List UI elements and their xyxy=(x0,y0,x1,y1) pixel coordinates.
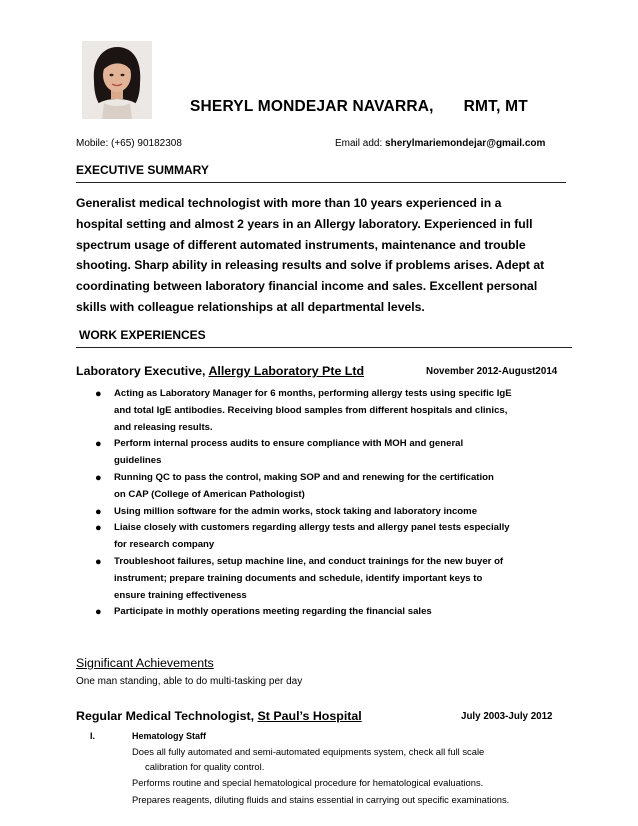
bullet-line: Liaise closely with customers regarding allergy tests and allergy panel tests especially xyxy=(114,522,510,534)
bullet-icon: ● xyxy=(95,438,102,451)
list-item xyxy=(95,470,575,504)
summary-line: hospital setting and almost 2 years in an Allergy laboratory. Experienced in full xyxy=(76,216,533,231)
candidate-name xyxy=(190,98,528,116)
summary-line: skills with colleague relationships at all departmental levels. xyxy=(76,299,425,314)
bullet-line: Perform internal process audits to ensure compliance with MOH and general xyxy=(114,438,464,450)
bullet-line: on CAP (College of American Pathologist) xyxy=(114,488,305,500)
job-title-1 xyxy=(76,364,364,378)
mobile-number: Mobile: (+65) 90182308 xyxy=(76,138,182,149)
list-item xyxy=(95,604,575,621)
executive-summary-text xyxy=(76,193,576,318)
bullet-line: Participate in mothly operations meeting regarding the financial sales xyxy=(114,606,432,618)
executive-summary-heading: EXECUTIVE SUMMARY xyxy=(76,163,209,177)
summary-line: coordinating between laboratory financial income and sales. Excellent personal xyxy=(76,279,538,294)
email-label: Email add: xyxy=(335,138,386,149)
job-title-2 xyxy=(76,709,362,723)
summary-line: Generalist medical technologist with more than 10 years experienced in a xyxy=(76,196,502,210)
bullet-icon: ● xyxy=(95,606,102,619)
bullet-line: Acting as Laboratory Manager for 6 months, performing allergy tests using specific IgE xyxy=(114,388,512,399)
bullet-line: for research company xyxy=(114,539,215,551)
section-number: I. xyxy=(90,731,96,741)
email-line xyxy=(335,138,545,149)
significant-achievements-heading: Significant Achievements xyxy=(76,656,214,670)
duty-line: Performs routine and special hematological procedure for hematological evaluations. xyxy=(132,777,484,788)
list-item xyxy=(95,554,575,604)
job-position: Laboratory Executive, xyxy=(76,364,209,378)
duty-line: Does all fully automated and semi-automated equipments system, check all full scale xyxy=(132,746,485,757)
duty-line: calibration for quality control. xyxy=(145,761,265,772)
hematology-staff-heading: Hematology Staff xyxy=(132,731,207,741)
bullet-line: Troubleshoot failures, setup machine line, and conduct trainings for the new buyer of xyxy=(114,555,504,567)
bullet-icon: ● xyxy=(95,505,102,518)
list-item xyxy=(95,436,575,470)
bullet-line: ensure training effectiveness xyxy=(114,589,247,601)
bullet-line: Running QC to pass the control, making SOP and and renewing for the certification xyxy=(114,471,494,483)
job-company: Allergy Laboratory Pte Ltd xyxy=(208,364,365,378)
section-divider xyxy=(76,182,566,183)
bullet-icon: ● xyxy=(95,522,102,535)
portrait-image xyxy=(82,41,152,119)
duty-line: Prepares reagents, diluting fluids and stains essential in carrying out specific examinations. xyxy=(132,794,510,805)
full-name: SHERYL MONDEJAR NAVARRA, xyxy=(190,98,434,115)
bullet-line: instrument; prepare training documents and schedule, identify important keys to xyxy=(114,572,483,584)
summary-line: shooting. Sharp ability in releasing results and solve if problems arises. Adept at xyxy=(76,258,545,273)
bullet-line: Using million software for the admin works, stock taking and laboratory income xyxy=(114,505,478,517)
bullet-line: guidelines xyxy=(114,455,162,467)
credentials: RMT, MT xyxy=(463,98,528,115)
bullet-line: and releasing results. xyxy=(114,421,213,433)
job-dates-2: July 2003-July 2012 xyxy=(461,711,553,722)
bullet-icon: ● xyxy=(95,471,102,484)
list-item xyxy=(95,504,575,521)
list-item xyxy=(95,386,575,436)
job-position: Regular Medical Technologist, xyxy=(76,709,258,723)
job-company: St Paul’s Hospital xyxy=(257,709,362,723)
bullet-line: and total IgE antibodies. Receiving blood samples from different hospitals and clinics, xyxy=(114,404,508,416)
email-address[interactable]: sherylmariemondejar@gmail.com xyxy=(385,138,546,149)
list-item xyxy=(95,520,575,554)
work-experiences-heading: WORK EXPERIENCES xyxy=(79,328,206,342)
bullet-icon: ● xyxy=(95,555,102,568)
job-dates-1: November 2012-August2014 xyxy=(426,366,558,377)
job-1-responsibilities xyxy=(95,386,575,621)
profile-photo xyxy=(82,41,152,119)
section-divider xyxy=(76,347,572,348)
summary-line: spectrum usage of different automated instruments, maintenance and trouble xyxy=(76,237,526,252)
bullet-icon: ● xyxy=(95,388,102,400)
significant-achievements-text: One man standing, able to do multi-tasking per day xyxy=(76,676,303,687)
